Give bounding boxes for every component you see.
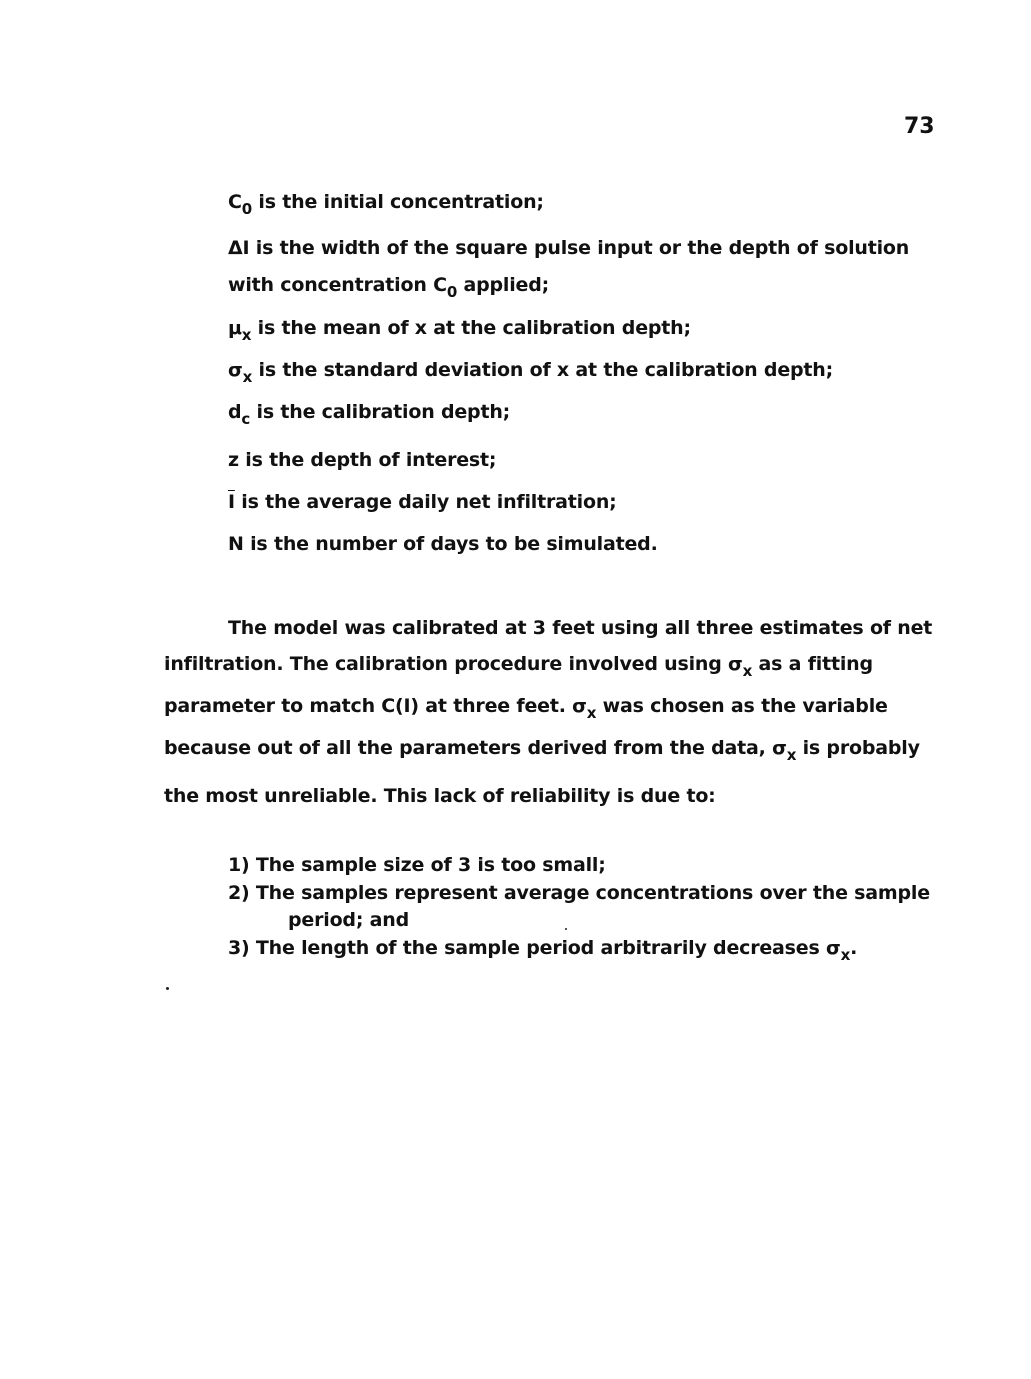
definition-text: is the width of the square pulse input or the depth of solution	[249, 237, 910, 259]
definition-text: is the standard deviation of x at the calibration depth;	[252, 359, 834, 381]
subscript: x	[586, 704, 597, 722]
list-text: .	[850, 937, 858, 959]
definition-z: z is the depth of interest;	[228, 449, 497, 471]
paragraph-text: is probably	[796, 737, 920, 759]
scan-speck	[565, 928, 567, 930]
paragraph-text: parameter to match C(I) at three feet.	[164, 695, 573, 717]
definition-text: applied;	[457, 274, 550, 296]
list-item-3	[228, 936, 858, 964]
definition-text: with concentration	[228, 274, 434, 296]
list-text: 3) The length of the sample period arbitrarily decreases	[228, 937, 827, 959]
list-item-2: 2) The samples represent average concentrations over the sample	[228, 882, 930, 904]
subscript: x	[840, 946, 851, 964]
subscript: c	[241, 410, 251, 428]
subscript: x	[742, 662, 753, 680]
definition-text: is the mean of x at the calibration depth;	[251, 317, 691, 339]
subscript: x	[786, 746, 797, 764]
paragraph-text: infiltration. The calibration procedure involved using	[164, 653, 729, 675]
definition-c0	[228, 190, 544, 218]
symbol: μ	[228, 317, 242, 339]
paragraph-line-1: The model was calibrated at 3 feet using all three estimates of net	[228, 617, 933, 639]
symbol: σ	[826, 937, 841, 959]
subscript: 0	[446, 283, 458, 301]
paragraph-text: as a fitting	[752, 653, 873, 675]
definition-text: is the calibration depth;	[250, 401, 511, 423]
paragraph-line-3	[164, 694, 888, 722]
definition-sigma-x	[228, 358, 834, 386]
subscript: x	[242, 368, 253, 386]
symbol: d	[228, 401, 242, 423]
paragraph-line-5: the most unreliable. This lack of reliability is due to:	[164, 785, 716, 807]
definition-delta-i	[228, 236, 909, 260]
definition-i-bar	[228, 490, 617, 514]
scan-speck	[166, 987, 169, 990]
subscript: x	[241, 326, 252, 344]
definition-n: N is the number of days to be simulated.	[228, 533, 658, 555]
definition-text: is the initial concentration;	[252, 191, 544, 213]
symbol: σ	[728, 653, 743, 675]
subscript: 0	[241, 200, 252, 218]
page-number: 73	[904, 114, 935, 139]
paragraph-text: was chosen as the variable	[596, 695, 888, 717]
symbol: σ	[572, 695, 587, 717]
symbol: C	[228, 191, 242, 213]
definition-delta-i-continued	[228, 273, 550, 301]
symbol: σ	[772, 737, 787, 759]
symbol: σ	[228, 359, 243, 381]
list-item-1: 1) The sample size of 3 is too small;	[228, 854, 606, 876]
symbol: C	[433, 274, 447, 296]
definition-mu-x	[228, 316, 691, 344]
paragraph-line-2	[164, 652, 873, 680]
list-item-2-continued: period; and	[288, 909, 409, 931]
symbol: $\overline{I}$	[228, 491, 235, 513]
paragraph-line-4	[164, 736, 920, 764]
symbol: ΔI	[228, 237, 250, 259]
definition-text: is the average daily net infiltration;	[234, 491, 617, 513]
paragraph-text: because out of all the parameters derived from the data,	[164, 737, 773, 759]
definition-d-c	[228, 400, 511, 428]
